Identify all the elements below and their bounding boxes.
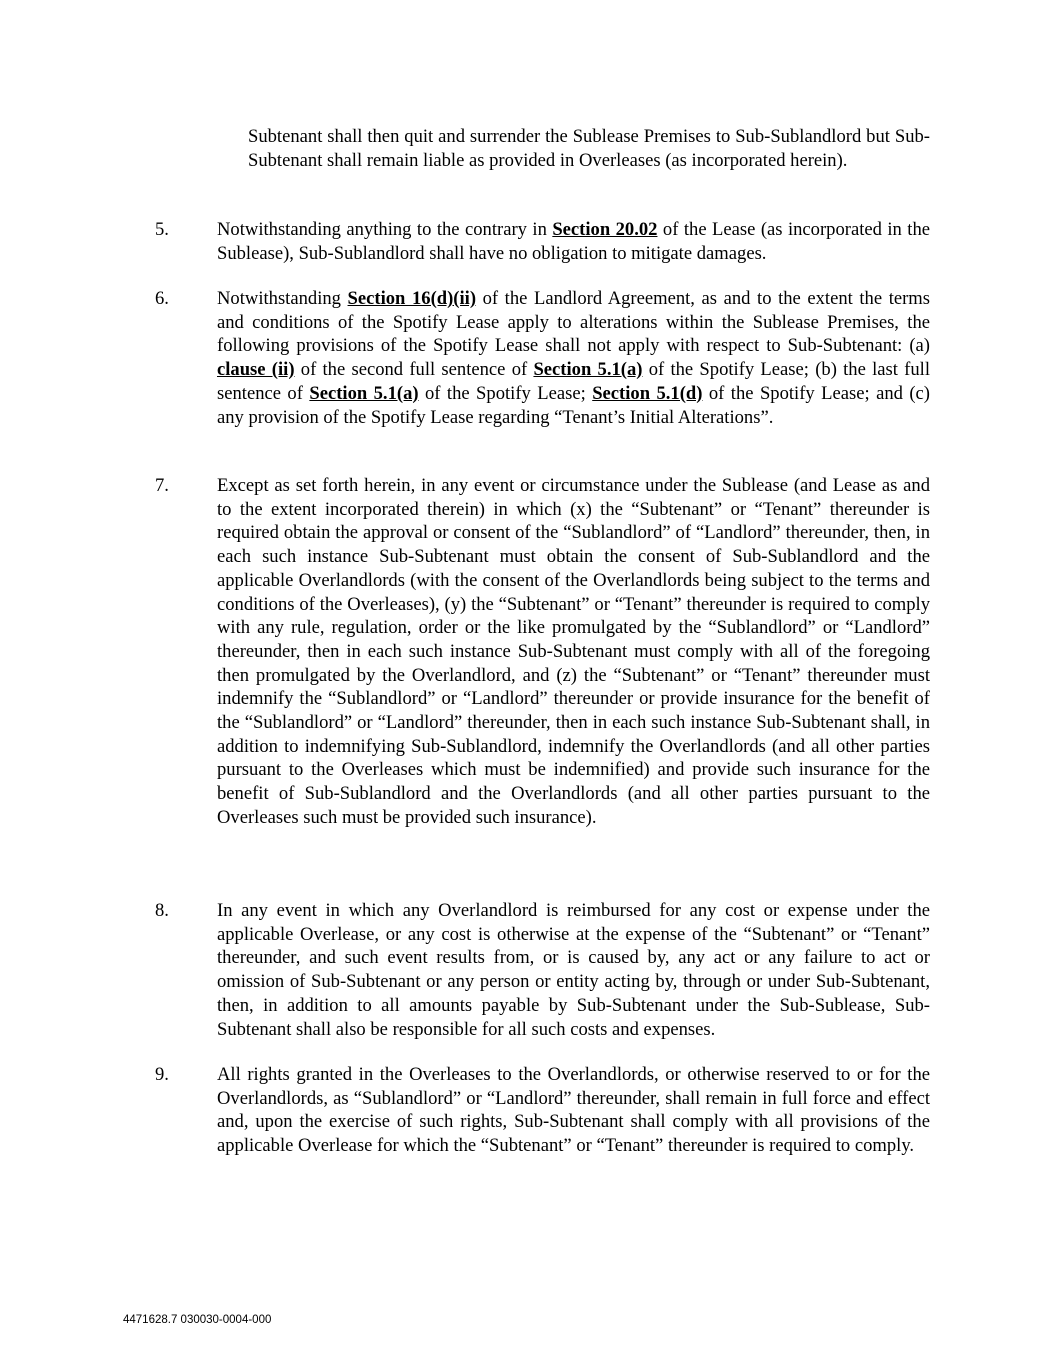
continuation-paragraph: Subtenant shall then quit and surrender the Sublease Premises to Sub-Sublandlord but Sub-Subtenant shall remain liable as provided in Overleases (as incorporated herein). — [248, 126, 930, 171]
item-number: 7. — [155, 475, 169, 496]
item-text: Except as set forth herein, in any event or circumstance under the Sublease (and Lease as and to the extent incorporated therein) in which (x) the “Subtenant” or “Tenant” thereunder is required obtain the approval or consent of the “Sublandlord” of “Landlord” thereunder, then, in each such instance Sub-Subtenant must obtain the consent of Sub-Sublandlord and the applicable Overlandlords (with the consent of the Overlandlords being subject to the terms and conditions of the Overleases), (y) the “Subtenant” or “Tenant” thereunder is required to comply with any rule, regulation, order or the like promulgated by the “Sublandlord” or “Landlord” thereunder, then in each such instance Sub-Subtenant must comply with all of the foregoing then promulgated by the Overlandlord, and (z) the “Subtenant” or “Tenant” thereunder must indemnify the “Sublandlord” or “Landlord” thereunder or provide insurance for the benefit of the “Sublandlord” or “Landlord” thereunder, then in each such instance Sub-Subtenant shall, in addition to indemnifying Sub-Sublandlord, indemnify the Overlandlords (and all other parties pursuant to the Overleases which must be indemnified) and provide such insurance for the benefit of Sub-Sublandlord and the Overlandlords (and all other parties pursuant to the Overleases such must be provided such insurance). — [217, 475, 930, 828]
footer-doc-id: 4471628.7 030030-0004-000 — [123, 1314, 272, 1326]
text-run: of the second full sentence of — [294, 359, 534, 381]
item-text: In any event in which any Overlandlord is reimbursed for any cost or expense under the applicable Overlease, or any cost is otherwise at the expense of the “Subtenant” or “Tenant” thereunder, and such event results from, or is caused by, any act or any failure to act or omission of Sub-Subtenant or any person or entity acting by, through or under Sub-Subtenant, then, in addition to all amounts payable by Sub-Subtenant under the Sub-Sublease, Sub-Subtenant shall also be responsible for all such costs and expenses. — [217, 900, 930, 1040]
text-run: of the Landlord Agreement, as and to the extent the terms and conditions of the Spotify Lease apply to alterations within the Sublease Premises, the following provisions of the Spotify Lease shall not apply with respect to Sub-Subtenant: (a) — [217, 288, 931, 357]
section-reference: Section 16(d)(ii) — [347, 288, 477, 309]
text-run: Notwithstanding anything to the contrary in — [217, 219, 553, 240]
text-run: of the Spotify Lease; and (c) any provision of the Spotify Lease regarding “Tenant’s Initial Alterations”. — [217, 382, 930, 428]
item-text — [217, 287, 930, 429]
item-number: 9. — [155, 1064, 169, 1085]
clause-reference: clause (ii) — [217, 359, 295, 381]
text-run: of the Spotify Lease; (b) the last full sentence of — [217, 359, 930, 404]
text-run: of the Lease (as incorporated in the Sublease), Sub-Sublandlord shall have no obligation to mitigate damages. — [217, 219, 930, 264]
item-number: 5. — [155, 219, 169, 240]
text-run: Notwithstanding — [217, 288, 348, 309]
text-run: of the Spotify Lease; — [418, 382, 593, 404]
section-reference: Section 20.02 — [552, 219, 658, 240]
item-text: All rights granted in the Overleases to the Overlandlords, or otherwise reserved to or for the Overlandlords, as “Sublandlord” or “Landlord” thereunder, shall remain in full force and effect and, upon the exercise of such rights, Sub-Subtenant shall comply with all provisions of the applicable Overlease for which the “Subtenant” or “Tenant” thereunder is required to comply. — [217, 1064, 930, 1157]
section-reference: Section 5.1(d) — [592, 382, 703, 404]
section-reference: Section 5.1(a) — [309, 382, 419, 404]
item-text — [217, 218, 930, 265]
section-reference: Section 5.1(a) — [533, 359, 643, 381]
item-number: 8. — [155, 900, 169, 921]
item-number: 6. — [155, 288, 169, 309]
